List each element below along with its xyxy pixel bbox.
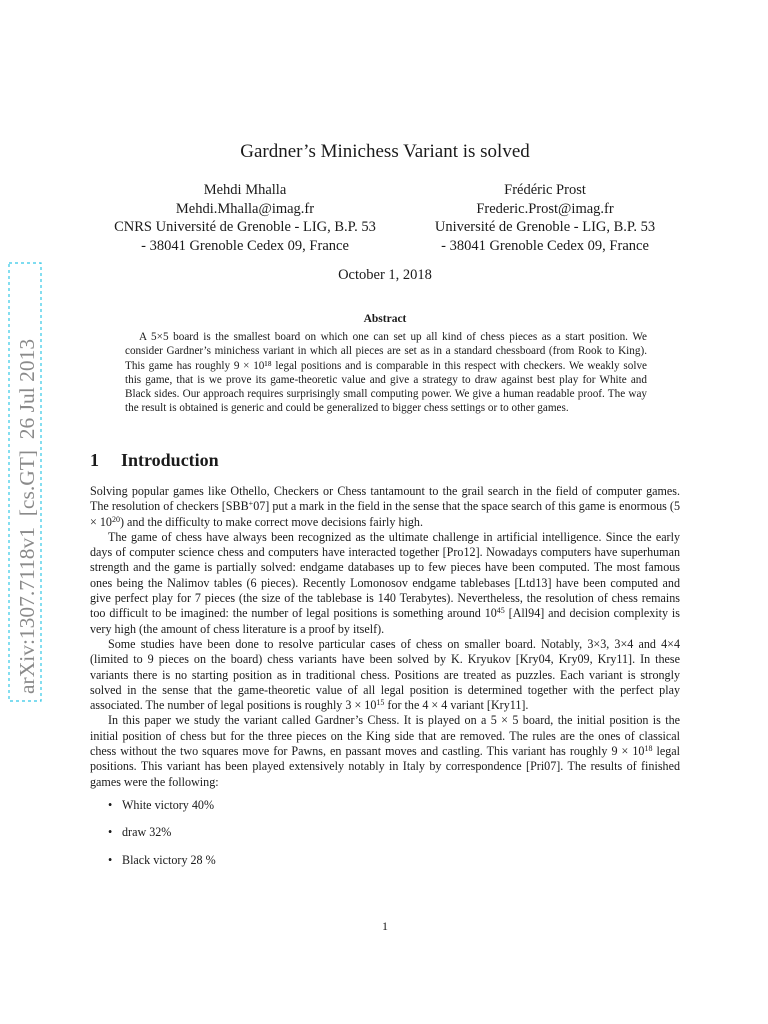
- paragraph-1: Solving popular games like Othello, Checkers or Chess tantamount to the grail search in the field of computer games. The resolution of checkers [SBB+07] put a mark in the field in the sense that the space search of this game is enormous $(5 \times 10^{20})$ and the difficulty to make correct move decisions fairly high.: [90, 484, 681, 529]
- author-name: Frédéric Prost: [504, 182, 586, 198]
- paper-date: October 1, 2018: [338, 267, 432, 283]
- page-number: 1: [382, 919, 388, 933]
- author-block-1: [90, 181, 400, 255]
- author-affiliation: Université de Grenoble - LIG, B.P. 53: [434, 219, 656, 235]
- author-email: Mehdi.Mhalla@imag.fr: [175, 200, 315, 217]
- paragraph-2: The game of chess have always been recognized as the ultimate challenge in artificial intelligence. Since the early days of computer science chess and computers have interacted together [Pro12]. Nowadays computers have superhuman strength and the game is partially solved: endgame databases up to few pieces have been computed. The most famous ones being the Nalimov tables (6 pieces). Recently Lomonosov endgame tablebases [Ltd13] have been computed and give perfect play for 7 pieces (the size of the tablebase is 140 Terabytes). Nevertheless, the resolution of chess remains too difficult to be imagined: the number of legal positions is something around $10^{45}$ [All94] and decision complexity is very high (the amount of chess literature is a proof by itself).: [90, 529, 680, 636]
- author-address: - 38041 Grenoble Cedex 09, France: [441, 237, 649, 254]
- results-list: [90, 798, 680, 868]
- abstract-heading: Abstract: [363, 313, 407, 325]
- list-item: • White victory 40%: [122, 798, 680, 813]
- section-number: 1: [90, 450, 99, 470]
- paragraph-3: Some studies have been done to resolve particular cases of chess on smaller board. Notably, 3×3, 3×4 and 4×4 (limited to 9 pieces on the board) chess variants have been solved by K. Kryukov [Kry04, Kry09, Kry11]. In these variants there is no starting position as in traditional chess. Positions are treated as puzzles. Each variant is strongly solved in the sense that the game-theoretic value of all legal position is determined together with the perfect play associated. The number of legal positions is roughly $3 \times 10^{15}$ for the 4 × 4 variant [Kry11].: [90, 636, 680, 713]
- section-title: Introduction: [121, 450, 219, 470]
- author-block-2: [410, 181, 680, 255]
- arxiv-identifier: arXiv:1307.7118v1 [cs.GT] 26 Jul 2013: [15, 338, 39, 694]
- author-affiliation: CNRS Université de Grenoble - LIG, B.P. 53: [114, 219, 376, 235]
- abstract-text: A 5×5 board is the smallest board on which one can set up all kind of chess pieces as a start position. We consider Gardner’s minichess variant in which all pieces are set as in a standard chessboard (from Rook to King). This game has roughly 9 × 10¹⁸ legal positions and is comparable in this respect with checkers. We weakly solve this game, that is we prove its game-theoretic value and give a strategy to draw against best play for White and Black sides. Our approach requires surprisingly small computing power. We give a human readable proof. The way the result is obtained is generic and could be generalized to bigger chess settings or to other games.: [125, 331, 647, 415]
- paragraph-4: In this paper we study the variant called Gardner’s Chess. It is played on a 5 × 5 board, the initial position is the initial position of chess but for the three pieces on the King side that are removed. The rules are the ones of classical chess without the two squares move for Pawns, en passant moves and castling. This variant has roughly $9 \times 10^{18}$ legal positions. This variant has been played extensively notably in Italy by correspondence [Pri07]. The results of finished games were the following:: [90, 713, 681, 789]
- section-body: [90, 484, 680, 880]
- author-address: - 38041 Grenoble Cedex 09, France: [141, 237, 349, 254]
- section-heading: [90, 450, 680, 471]
- list-item: • draw 32%: [122, 825, 680, 840]
- paper-page: [90, 0, 680, 1024]
- arxiv-stamp: [7, 262, 43, 702]
- author-name: Mehdi Mhalla: [203, 182, 287, 198]
- paper-title: Gardner’s Minichess Variant is solved: [240, 141, 530, 162]
- author-email: Frederic.Prost@imag.fr: [476, 200, 614, 217]
- list-item: • Black victory 28 %: [122, 853, 680, 868]
